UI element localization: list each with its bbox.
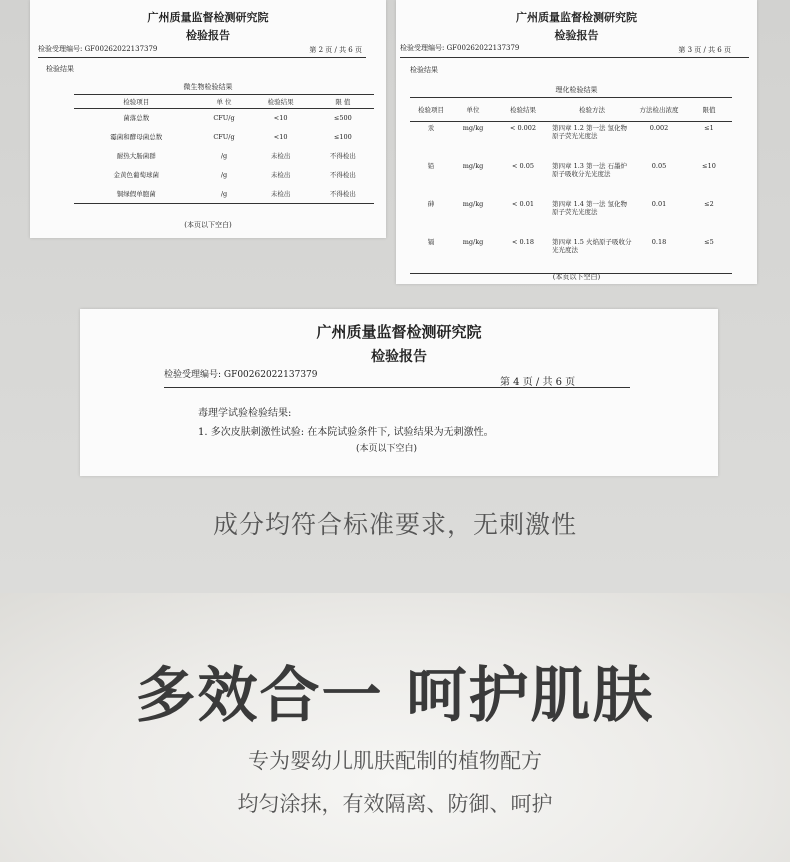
table-row [74,166,374,185]
table-cell: 第四章 1.3 第一法 石墨炉原子吸收分光光度法 [552,161,628,178]
blank-note: (本页以下空白) [552,273,601,281]
table-cell: 0.18 [632,236,686,274]
table-cell: 金黄色葡萄球菌 [113,170,159,179]
institute-name: 广州质量监督检测研究院 [316,323,482,341]
table-cell: 不得检出 [329,170,356,179]
table-cell: 0.05 [651,161,667,170]
column-header: 检验项目 [410,98,452,122]
divider [400,57,749,58]
table-header-row [410,98,732,122]
table-cell: < 0.18 [494,236,552,274]
accept-number: 检验受理编号: GF00262022137379 [38,45,158,53]
table-cell: 第四章 1.5 火焰原子吸收分光光度法 [552,236,632,274]
doc-title: 检验报告 [186,29,230,42]
column-header: 检验结果 [250,95,312,109]
table-cell: ≤500 [333,114,352,123]
table-cell: 霉菌和酵母菌总数 [110,132,163,141]
promo-subtitle-2: 均匀涂抹，有效隔离、防御、呵护 [237,792,553,816]
table-row [410,236,732,274]
table-cell: <10 [273,114,288,123]
toxicology-label: 毒理学试验检验结果: [198,408,292,419]
chem-table [410,97,732,274]
promo-subtitle-1: 专为婴幼儿肌肤配制的植物配方 [248,749,542,773]
column-header: 检验项目 [74,95,198,109]
table-cell: 铅 [427,161,435,170]
table-row [410,198,732,236]
table-cell: mg/kg [452,236,494,274]
table-row [410,122,732,160]
report-page-2 [30,0,386,238]
column-header: 单位 [452,98,494,122]
doc-title: 检验报告 [554,29,599,42]
page-number: 第 4 页 / 共 6 页 [500,377,576,388]
table-cell: 菌落总数 [123,114,150,123]
institute-name: 广州质量监督检测研究院 [147,11,269,24]
table-cell: ≤1 [704,124,714,132]
table-cell: ≤5 [686,236,732,274]
table-cell: 0.002 [649,124,669,132]
microbe-table [74,94,374,204]
table-cell: /g [198,185,249,204]
table-cell: /g [220,170,228,179]
table-cell: 未检出 [250,185,312,204]
table-row [74,109,374,128]
table-cell: CFU/g [213,132,235,141]
section-title: 微生物检验结果 [183,83,233,91]
table-cell: 未检出 [270,151,291,160]
table-row [74,185,374,204]
results-label: 检验结果 [46,65,74,73]
table-cell: /g [220,151,228,160]
table-cell: 镉 [410,236,452,274]
page-number: 第 3 页 / 共 6 页 [678,46,731,54]
table-cell: mg/kg [462,199,484,208]
column-header: 单 位 [198,95,249,109]
table-cell: 汞 [427,124,435,132]
compliance-caption: 成分均符合标准要求，无刺激性 [212,510,577,539]
table-cell: 不得检出 [329,151,356,160]
blank-note: (本页以下空白) [184,221,232,229]
table-cell: 第四章 1.2 第一法 氢化物原子荧光光度法 [552,124,628,141]
table-cell: ≤100 [333,132,352,141]
table-cell: 0.01 [651,199,667,208]
accept-number: 检验受理编号: GF00262022137379 [164,370,318,380]
promo-headline: 多效合一 呵护肌肤 [135,661,655,731]
section-title: 理化检验结果 [555,86,598,94]
divider [164,387,630,388]
column-header: 限 值 [312,95,374,109]
results-label: 检验结果 [410,66,438,74]
page-number: 第 2 页 / 共 6 页 [309,46,362,54]
table-cell: <10 [273,132,288,141]
report-page-4 [80,309,718,476]
table-row [74,147,374,166]
table-cell: < 0.05 [512,161,534,170]
table-cell: 耐热大肠菌群 [116,151,156,160]
table-cell: 未检出 [270,170,291,179]
divider [38,57,366,58]
table-row [410,160,732,198]
table-cell: mg/kg [462,124,484,132]
blank-note: (本页以下空白) [356,444,418,454]
accept-number: 检验受理编号: GF00262022137379 [400,44,520,52]
toxicology-result: 1. 多次皮肤刺激性试验: 在本院试验条件下, 试验结果为无刺激性。 [198,427,494,438]
column-header: 限值 [686,98,732,122]
column-header: 方法检出浓度 [632,98,686,122]
table-cell: < 0.002 [509,124,537,132]
table-cell: 砷 [427,199,435,208]
report-page-3 [396,0,757,284]
table-cell: ≤2 [704,199,714,208]
institute-name: 广州质量监督检测研究院 [516,11,637,24]
column-header: 检验结果 [494,98,552,122]
table-cell: ≤10 [702,161,716,170]
table-cell: 不得检出 [312,185,374,204]
column-header: 检验方法 [552,98,632,122]
table-cell: < 0.01 [512,199,534,208]
table-header-row [74,95,374,109]
table-cell: 第四章 1.4 第一法 氢化物原子荧光光度法 [552,199,628,216]
table-cell: mg/kg [462,161,484,170]
table-cell: CFU/g [213,114,235,123]
table-row [74,128,374,147]
doc-title: 检验报告 [371,349,427,365]
table-cell: 铜绿假单胞菌 [74,185,198,204]
